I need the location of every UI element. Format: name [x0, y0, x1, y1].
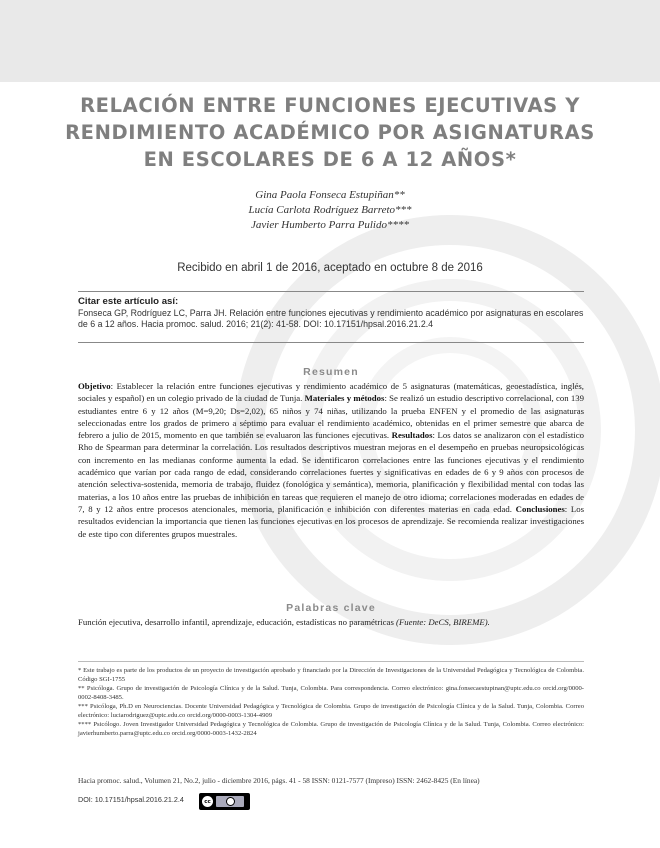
citation-box: [78, 291, 584, 343]
doi-link[interactable]: DOI: 10.17151/hpsal.2016.21.2.4: [78, 795, 184, 804]
methods-text: : Se realizó un estudio descriptivo correlacional, con 139 estudiantes entre 6 y 12 años (M=9,20; Ds=2,02), 65 niños y 74 niñas, utilizando la prueba ENFEN y el promedio de las asignaturas seleccionadas entre los grados de primero a séptimo para evaluar el rendimiento académico, obtenidas en el primer semestre que abarca de febrero a julio de 2015, momento en que también se evaluaron las funciones ejecutivas.: [78, 393, 584, 441]
footnote-1: * Este trabajo es parte de los productos de un proyecto de investigación aprobado y financiado por la Dirección de Investigaciones de la Universidad Pedagógica y Tecnológica de Colombia. Código SGI-1755: [78, 667, 584, 683]
footnotes: [78, 666, 584, 738]
abstract-body: [78, 380, 584, 540]
article-title: [60, 92, 600, 173]
journal-footer: Hacia promoc. salud., Volumen 21, No.2, julio - diciembre 2016, págs. 41 - 58 ISSN: 0121-7577 (Impreso) ISSN: 2462-8425 (En línea): [78, 776, 480, 785]
keywords-source: (Fuente: DeCS, BIREME).: [396, 617, 490, 627]
author-3: Javier Humberto Parra Pulido****: [251, 219, 409, 231]
received-dates: Recibido en abril 1 de 2016, aceptado en octubre 8 de 2016: [177, 262, 483, 274]
methods-label: Materiales y métodos: [304, 393, 385, 404]
abstract-heading: Resumen: [303, 366, 359, 378]
title-line-3: EN ESCOLARES DE 6 A 12 AÑOS*: [143, 148, 517, 171]
keywords-body: [78, 616, 584, 628]
author-list: [180, 188, 480, 233]
objective-text: : Establecer la relación entre funciones ejecutivas y rendimiento académico de 5 asignaturas (matemáticas, geoestadística, inglés, sociales y español) en un colegio privado de la ciudad de Tunja.: [78, 381, 584, 404]
objective-label: Objetivo: [78, 381, 111, 391]
citation-label: Citar este artículo así:: [78, 296, 179, 307]
citation-text: Fonseca GP, Rodríguez LC, Parra JH. Relación entre funciones ejecutivas y rendimiento académico por asignaturas en escolares de 6 a 12 años. Hacia promoc. salud. 2016; 21(2): 41-58. DOI: 10.17151/hpsal.2016.21.2.4: [78, 308, 584, 329]
footnote-divider: [78, 661, 584, 662]
results-text: : Los datos se analizaron con el estadístico Rho de Spearman para determinar la correlación. Los resultados descriptivos muestran mejoras en el desempeño en pruebas neuropsicológicas con incremento en las medianas conforme aumenta la edad. Se identificaron correlaciones entre las funciones ejecutivas y el rendimiento académico que varían por cada rango de edad, considerando correlaciones fuertes y significativas en edades de 6 y 9 años con procesos de atención selectiva-sostenida, memoria de trabajo, fluidez (fonológica y semántica), memoria, planificación y flexibilidad mental con todas las materias, a los 10 años entre las pruebas de inhibición en tareas que requieren el manejo de otro idioma; correlaciones moderadas en edades de 7, 8 y 12 años entre procesos atencionales, memoria, planificación e inhibición con diferentes materias en cada edad.: [78, 430, 584, 514]
footnote-3: *** Psicóloga, Ph.D en Neurociencias. Docente Universidad Pedagógica y Tecnológica de Colombia. Grupo de investigación de Psicología Clínica y de la Salud. Tunja, Colombia. Correo electrónico: luciarodriguez@uptc.edu.co orcid.org/0000-0003-1304-4909: [78, 703, 584, 719]
attribution-icon: [216, 796, 244, 807]
conclusions-text: : Los resultados evidencian la importancia que tienen las funciones ejecutivas en los procesos de aprendizaje. Se recomienda realizar investigaciones de este tipo con diferentes grupos muestrales.: [78, 503, 585, 539]
cc-icon: cc: [202, 796, 213, 807]
creative-commons-badge[interactable]: [199, 793, 250, 810]
title-line-2: RENDIMIENTO ACADÉMICO POR ASIGNATURAS: [65, 121, 595, 144]
footnote-4: **** Psicólogo. Joven Investigador Universidad Pedagógica y Tecnológica de Colombia. Grupo de investigación de Psicología Clínica y de la Salud. Tunja, Colombia. Correo electrónico: javierhumberto.parra@uptc.edu.co orcid.org/0000-0003-1432-2824: [78, 721, 584, 737]
author-1: Gina Paola Fonseca Estupiñan**: [255, 189, 405, 201]
person-icon: [226, 797, 235, 806]
keywords-text: Función ejecutiva, desarrollo infantil, aprendizaje, educación, estadísticas no paramétricas: [78, 617, 397, 627]
author-2: Lucía Carlota Rodríguez Barreto***: [248, 204, 412, 216]
conclusions-label: Conclusiones: [515, 503, 565, 514]
keywords-heading: Palabras clave: [286, 602, 376, 614]
footnote-2: ** Psicóloga. Grupo de investigación de Psicología Clínica y de la Salud. Tunja, Colombia. Para correspondencia. Correo electrónico: gina.fonsecaestupinan@uptc.edu.co orcid.org/0000-0002-8408-3485.: [78, 685, 584, 701]
title-line-1: RELACIÓN ENTRE FUNCIONES EJECUTIVAS Y: [80, 94, 580, 117]
results-label: Resultados: [391, 430, 433, 441]
